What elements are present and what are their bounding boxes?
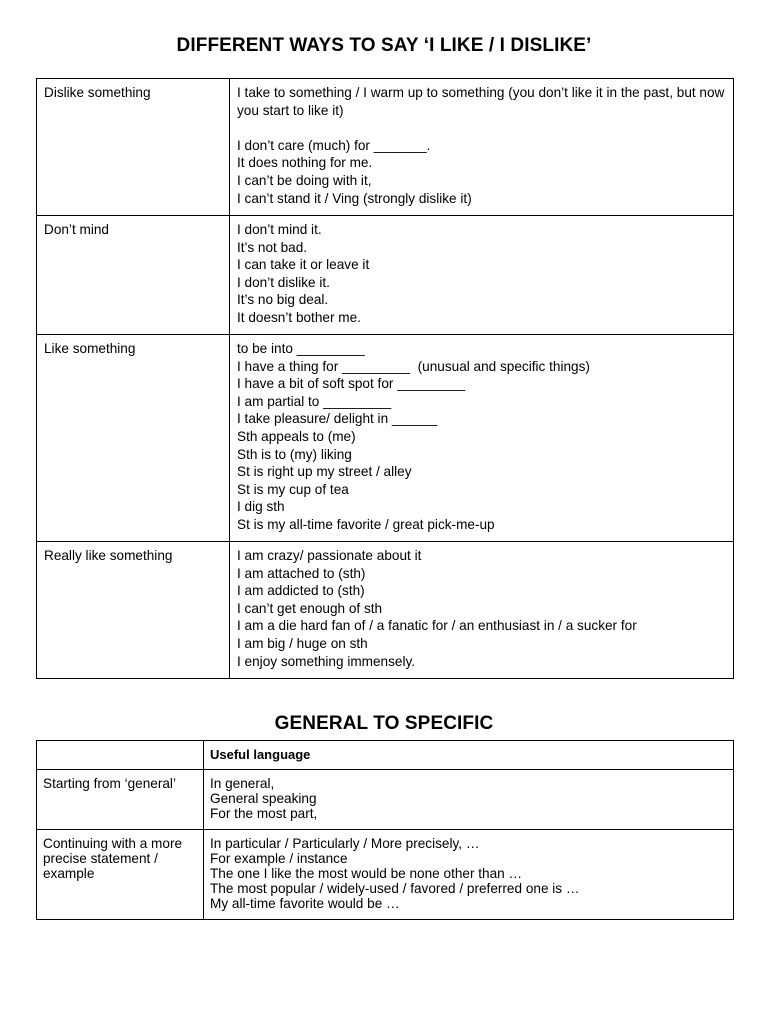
- table-header-row: [37, 741, 734, 770]
- row-category-cell: [37, 216, 230, 335]
- expression-line: I am a die hard fan of / a fanatic for / an enthusiast in / a sucker for: [237, 618, 637, 634]
- row-category-cell: [37, 542, 230, 679]
- expression-line: to be into _________: [237, 341, 365, 356]
- general-to-specific-table: [36, 740, 734, 920]
- expression-line: My all-time favorite would be …: [210, 896, 400, 911]
- table-row: [37, 79, 734, 216]
- table-row: [37, 830, 734, 920]
- row-category-label: Dislike something: [44, 85, 151, 100]
- expression-line: Sth is to (my) liking: [237, 446, 352, 462]
- row-category-cell: [37, 335, 230, 542]
- row-expressions-cell: [230, 216, 734, 335]
- expression-line: I can’t stand it / Ving (strongly dislike it): [237, 190, 472, 206]
- expression-line: For example / instance: [210, 851, 348, 866]
- row-category-label: example: [43, 866, 95, 881]
- useful-language-heading: Useful language: [210, 747, 311, 762]
- expression-line: Sth appeals to (me): [237, 428, 356, 444]
- row-category-label: Really like something: [44, 548, 173, 563]
- row-category-cell: [37, 770, 204, 830]
- expression-line: For the most part,: [210, 806, 318, 821]
- expression-line: I can’t be doing with it,: [237, 172, 372, 188]
- row-expressions-cell: [230, 335, 734, 542]
- table-row: [37, 335, 734, 542]
- expression-line: I don’t care (much) for _______.: [237, 137, 431, 153]
- row-category-cell: [37, 79, 230, 216]
- row-category-cell: [37, 830, 204, 920]
- row-category-label: Starting from ‘general’: [43, 776, 176, 791]
- expression-line: I am partial to _________: [237, 393, 392, 409]
- expression-line: I am big / huge on sth: [237, 635, 368, 651]
- expression-line: St is right up my street / alley: [237, 464, 412, 480]
- expression-line: It doesn’t bother me.: [237, 309, 361, 325]
- table-row: [37, 542, 734, 679]
- expression-line: I can’t get enough of sth: [237, 600, 383, 616]
- expression-line: St is my cup of tea: [237, 481, 349, 497]
- row-expressions-cell: [230, 79, 734, 216]
- table-row: [37, 216, 734, 335]
- row-expressions-cell: [204, 770, 734, 830]
- expression-line: The most popular / widely-used / favored / preferred one is …: [210, 881, 580, 896]
- row-category-label: Continuing with a more: [43, 836, 183, 851]
- blank-line: [237, 119, 727, 137]
- row-category-label: Like something: [44, 341, 136, 356]
- section-title: GENERAL TO SPECIFIC: [274, 713, 494, 734]
- expression-line: General speaking: [210, 791, 317, 806]
- expression-line: I dig sth: [237, 499, 285, 515]
- like-dislike-table: [36, 78, 734, 679]
- expression-line: In particular / Particularly / More precisely, …: [210, 836, 480, 851]
- expression-line: I am crazy/ passionate about it: [237, 548, 422, 563]
- expression-line: In general,: [210, 776, 275, 791]
- expression-line: I can take it or leave it: [237, 257, 370, 273]
- expression-line: It’s not bad.: [237, 239, 308, 255]
- expression-line: I am attached to (sth): [237, 565, 366, 581]
- row-category-label: Don’t mind: [44, 222, 109, 237]
- page-title: DIFFERENT WAYS TO SAY ‘I LIKE / I DISLIKE’: [176, 35, 592, 56]
- expression-line: I have a bit of soft spot for _________: [237, 376, 466, 392]
- row-category-label: precise statement /: [43, 851, 158, 866]
- header-cell: [204, 741, 734, 770]
- expression-line: I don’t dislike it.: [237, 274, 330, 290]
- expression-line: I enjoy something immensely.: [237, 653, 416, 669]
- expression-line: I take pleasure/ delight in ______: [237, 411, 438, 427]
- expression-line: I am addicted to (sth): [237, 583, 365, 599]
- expression-line: I take to something / I warm up to something (you don’t like it in the past, but now you start to like it): [237, 85, 725, 118]
- expression-line: It’s no big deal.: [237, 292, 329, 308]
- table-row: [37, 770, 734, 830]
- row-expressions-cell: [204, 830, 734, 920]
- expression-line: I have a thing for _________ (unusual and specific things): [237, 358, 590, 374]
- expression-line: The one I like the most would be none other than …: [210, 866, 523, 881]
- header-empty-cell: [37, 741, 204, 770]
- expression-line: It does nothing for me.: [237, 155, 373, 171]
- expression-line: I don’t mind it.: [237, 222, 322, 237]
- expression-line: St is my all-time favorite / great pick-me-up: [237, 516, 495, 532]
- row-expressions-cell: [230, 542, 734, 679]
